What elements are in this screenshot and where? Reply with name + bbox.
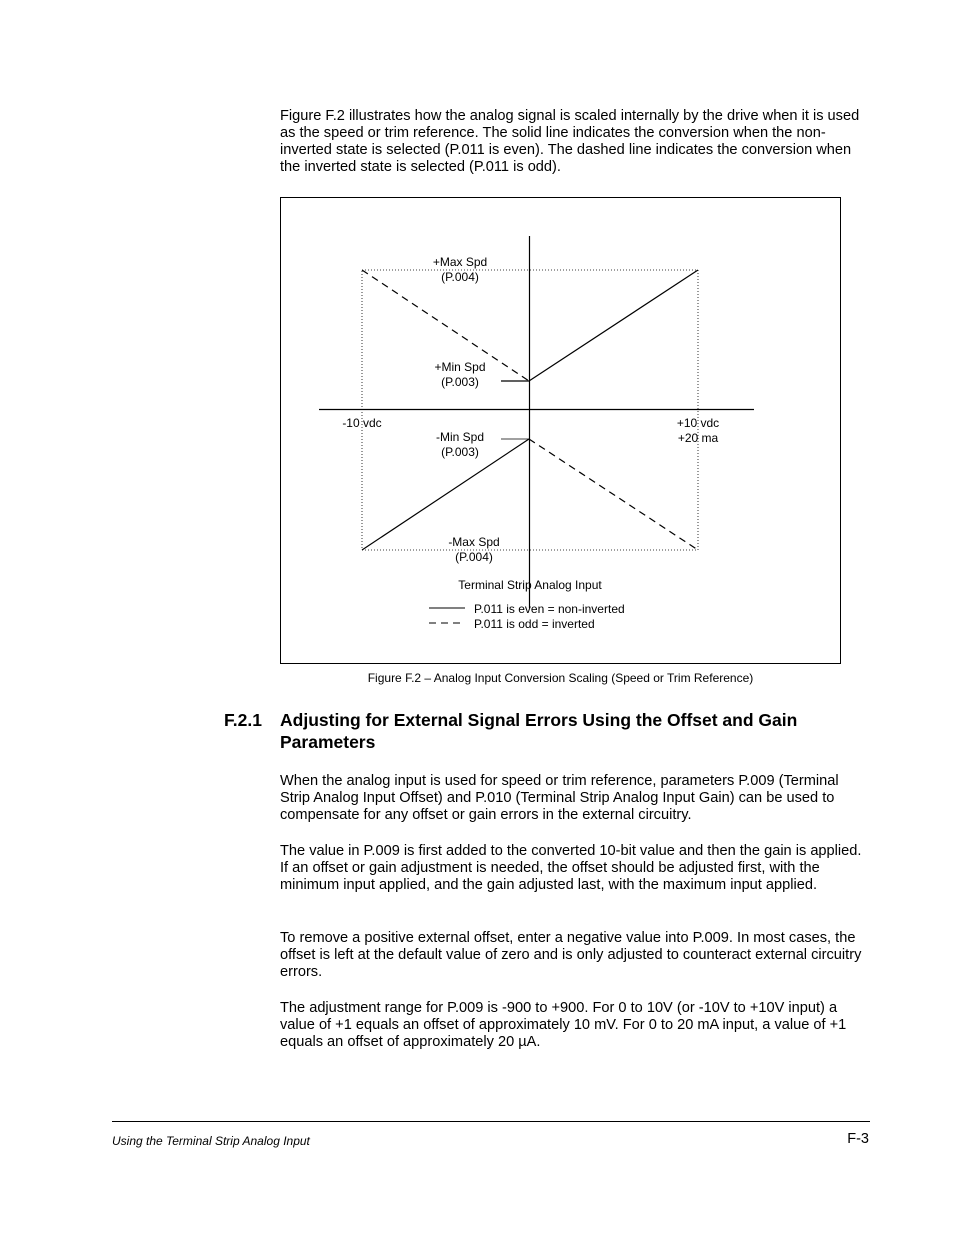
- min-speed-positive-label: +Min Spd: [434, 360, 486, 374]
- min-speed-negative-label: -Min Spd: [435, 430, 485, 444]
- max-speed-positive-param: (P.004): [441, 270, 479, 284]
- body-paragraph: The value in P.009 is first added to the converted 10-bit value and then the gain is applied. If an offset or gain adjustment is needed, the offset should be adjusted first, with the minimum input applied, and the gain adjusted last, with the maximum input applied.: [280, 843, 862, 893]
- body-paragraph: The adjustment range for P.009 is -900 to +900. For 0 to 10V (or -10V to +10V input) a value of +1 equals an offset of approximately 10 mV. For 0 to 20 mA input, a value of +1 equals an offset of approximately 20 µA.: [280, 1000, 847, 1050]
- section-title: Adjusting for External Signal Errors Using the Offset and Gain Parameters: [280, 710, 798, 752]
- pos-ma-label: +20 ma: [677, 431, 719, 445]
- axis-title: Terminal Strip Analog Input: [458, 578, 602, 592]
- legend-solid-label: P.011 is even = non-inverted: [474, 602, 625, 616]
- pos-vdc-label: +10 vdc: [676, 416, 720, 430]
- min-speed-negative-param: (P.003): [441, 445, 479, 459]
- footer-section-title: Using the Terminal Strip Analog Input: [112, 1134, 310, 1148]
- dashed-line-negative: [529, 439, 698, 550]
- conversion-diagram: [281, 198, 842, 665]
- max-speed-negative-param: (P.004): [455, 550, 493, 564]
- solid-line-positive: [529, 270, 698, 381]
- page-number: F-3: [847, 1131, 869, 1147]
- max-speed-positive-label: +Max Spd: [432, 255, 488, 269]
- figure-frame: [280, 197, 841, 664]
- body-paragraph: To remove a positive external offset, enter a negative value into P.009. In most cases, the offset is left at the default value of zero and is only adjusted to counteract external circuitry errors.: [280, 930, 862, 980]
- intro-paragraph: Figure F.2 illustrates how the analog signal is scaled internally by the drive when it is used as the speed or trim reference. The solid line indicates the conversion when the non-inverted state is selected (P.011 is even). The dashed line indicates the conversion when the inverted state is selected (P.011 is odd).: [280, 108, 860, 175]
- body-paragraph: When the analog input is used for speed or trim reference, parameters P.009 (Terminal Strip Analog Input Offset) and P.010 (Terminal Strip Analog Input Gain) can be used to compensate for any offset or gain errors in the external circuitry.: [280, 773, 839, 823]
- min-speed-positive-param: (P.003): [441, 375, 479, 389]
- section-number: F.2.1: [224, 710, 262, 730]
- neg-vdc-label: -10 vdc: [342, 416, 382, 430]
- legend-dashed-label: P.011 is odd = inverted: [474, 617, 595, 631]
- footer-divider: [112, 1121, 870, 1122]
- max-speed-negative-label: -Max Spd: [448, 535, 500, 549]
- figure-caption: Figure F.2 – Analog Input Conversion Scaling (Speed or Trim Reference): [367, 671, 754, 685]
